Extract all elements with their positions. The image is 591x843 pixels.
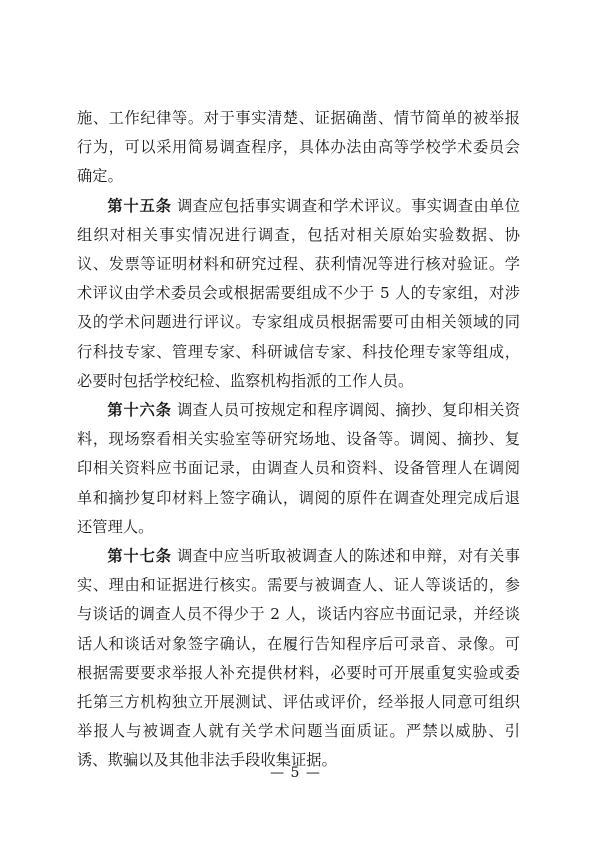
- paragraph-article-16: [77, 396, 520, 542]
- paragraph-text: 调查人员可按规定和程序调阅、摘抄、复印相关资料，现场察看相关实验室等研究场地、设备等。调阅、摘抄、复印相关资料应书面记录，由调查人员和资料、设备管理人在调阅单和摘抄复印材料上签字确认，调阅的原件在调查处理完成后退还管理人。: [77, 401, 521, 536]
- paragraph-text: 施、工作纪律等。对于事实清楚、证据确凿、情节简单的被举报行为，可以采用简易调查程序，具体办法由高等学校学术委员会确定。: [77, 109, 520, 186]
- article-number: 第十六条: [107, 401, 172, 420]
- article-number: 第十五条: [107, 196, 172, 215]
- paragraph-article-17: [77, 542, 520, 776]
- paragraph-article-15: [77, 192, 520, 396]
- body-text: [77, 104, 520, 776]
- paragraph-text: 调查应包括事实调查和学术评议。事实调查由单位组织对相关事实情况进行调查，包括对相关原始实验数据、协议、发票等证明材料和研究过程、获利情况等进行核对验证。学术评议由学术委员会或根据需要组成不少于 5 人的专家组，对涉及的学术问题进行评议。专家组成员根据需要可由相关领域的同行科技专家、管理专家、科研诚信专家、科技伦理专家等组成，必要时包括学校纪检、监察机构指派的工作人员。: [77, 196, 521, 390]
- paragraph-continuation: [77, 104, 520, 192]
- article-number: 第十七条: [107, 547, 172, 566]
- page-number: — 5 —: [270, 765, 321, 781]
- paragraph-text: 调查中应当听取被调查人的陈述和申辩，对有关事实、理由和证据进行核实。需要与被调查人、证人等谈话的，参与谈话的调查人员不得少于 2 人，谈话内容应书面记录，并经谈话人和谈话对象签字确认，在履行告知程序后可录音、录像。可根据需要要求举报人补充提供材料，必要时可开展重复实验或委托第三方机构独立开展测试、评估或评价，经举报人同意可组织举报人与被调查人就有关学术问题当面质证。严禁以威胁、引诱、欺骗以及其他非法手段收集证据。: [77, 547, 521, 770]
